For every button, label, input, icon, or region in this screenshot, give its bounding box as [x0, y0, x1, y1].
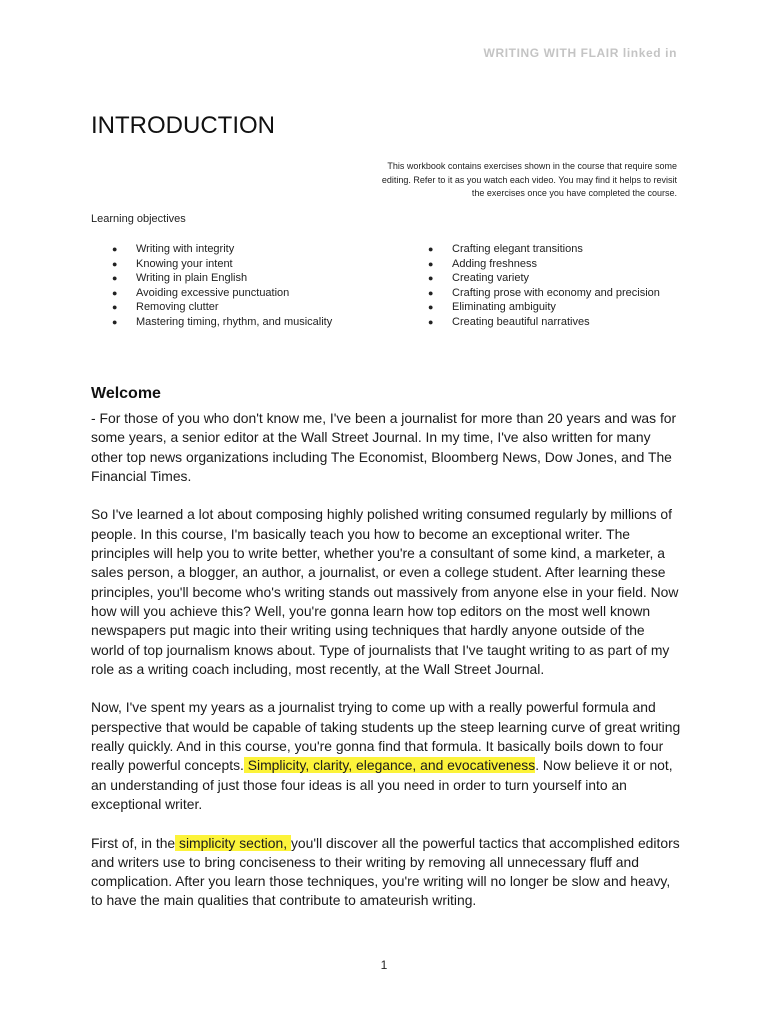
list-item: [112, 271, 332, 286]
highlighted-section: simplicity section,: [175, 834, 291, 851]
bullet-icon: ●: [428, 302, 434, 313]
learning-objectives-label: Learning objectives: [91, 213, 186, 225]
list-item: [112, 242, 332, 257]
bullet-icon: ●: [428, 316, 434, 327]
objective-text: Writing with integrity: [136, 243, 235, 255]
paragraph-3: [91, 698, 681, 814]
list-item: [428, 286, 660, 301]
highlighted-concepts: Simplicity, clarity, elegance, and evocativeness: [243, 757, 536, 774]
paragraph-2: So I've learned a lot about composing highly polished writing consumed regularly by millions of people. In this course, I'm basically teach you how to become an exceptional writer. The principles will help you to write better, whether you're a consultant of some kind, a marketer, a sales person, a blogger, an author, a journalist, or even a college student. After learning these principles, you'll become who's writing stands out massively from anyone else in your field. Now how will you achieve this? Well, you're gonna learn how top editors on the most well known newspapers put magic into their writing using techniques that hardly anyone outside of the world of top journalism knows about. Type of journalists that I've taught writing to as part of my role as a writing coach including, most recently, at the Wall Street Journal.: [91, 506, 679, 677]
list-item: [112, 257, 332, 272]
bullet-icon: ●: [112, 287, 118, 298]
intro-note: This workbook contains exercises shown in the course that require some editing. Refer to it as you watch each video. You may find it helps to revisit the exercises once you have completed the course.: [381, 161, 677, 198]
objectives-list-left: [112, 242, 332, 330]
paragraph-4-text: First of, in the: [91, 834, 176, 851]
list-item: [428, 315, 660, 330]
objective-text: Writing in plain English: [136, 272, 248, 285]
bullet-icon: ●: [112, 316, 118, 327]
list-item: [428, 300, 660, 315]
paragraph-4-tail: you'll discover all the powerful tactics that accomplished editors and writers use to bring conciseness to their writing by removing all unnecessary fluff and complication. After you learn those techniques, you're writing will no longer be slow and heavy, to have the main qualities that contribute to amateurish writing.: [91, 834, 680, 909]
list-item: [112, 286, 332, 301]
bullet-icon: ●: [112, 302, 118, 313]
objective-text: Creating beautiful narratives: [452, 315, 590, 328]
paragraph-1: - For those of you who don't know me, I've been a journalist for more than 20 years and was for some years, a senior editor at the Wall Street Journal. In my time, I've also written for many other top news organizations including The Economist, Bloomberg News, Dow Jones, and The Financial Times.: [91, 410, 677, 484]
list-item: [428, 271, 660, 286]
list-item: [428, 242, 660, 257]
objective-text: Crafting prose with economy and precision: [452, 286, 660, 299]
paragraph-3-tail: . Now believe it or not, an understanding of just those four ideas is all you need in order to turn yourself into an exceptional writer.: [91, 757, 673, 812]
list-item: [428, 257, 660, 272]
objective-text: Eliminating ambiguity: [452, 301, 556, 314]
page-title: INTRODUCTION: [91, 112, 275, 139]
bullet-icon: ●: [112, 258, 118, 269]
objective-text: Crafting elegant transitions: [452, 243, 583, 255]
objective-text: Knowing your intent: [136, 257, 233, 270]
objectives-list-right: [428, 242, 660, 330]
bullet-icon: ●: [112, 273, 118, 284]
page-header: WRITING WITH FLAIR linked in: [483, 46, 677, 60]
bullet-icon: ●: [428, 273, 434, 284]
objective-text: Mastering timing, rhythm, and musicality: [136, 315, 333, 328]
bullet-icon: ●: [428, 244, 434, 254]
objective-text: Removing clutter: [136, 301, 219, 314]
paragraph-3-text: Now, I've spent my years as a journalist trying to come up with a really powerful formula and perspective that would be capable of taking students up the steep learning curve of great writing really quickly. And in this course, you're gonna find that formula. It basically boils down to four really powerful concepts.: [91, 699, 681, 774]
list-item: [112, 315, 332, 330]
bullet-icon: ●: [428, 258, 434, 269]
bullet-icon: ●: [112, 244, 118, 254]
page-number: 1: [380, 958, 388, 972]
objective-text: Avoiding excessive punctuation: [136, 286, 290, 299]
list-item: [112, 300, 332, 315]
paragraph-4: [91, 834, 681, 911]
welcome-heading: Welcome: [91, 385, 161, 402]
objective-text: Adding freshness: [452, 257, 537, 270]
bullet-icon: ●: [428, 287, 434, 298]
objective-text: Creating variety: [452, 272, 530, 285]
welcome-body: [91, 409, 681, 930]
